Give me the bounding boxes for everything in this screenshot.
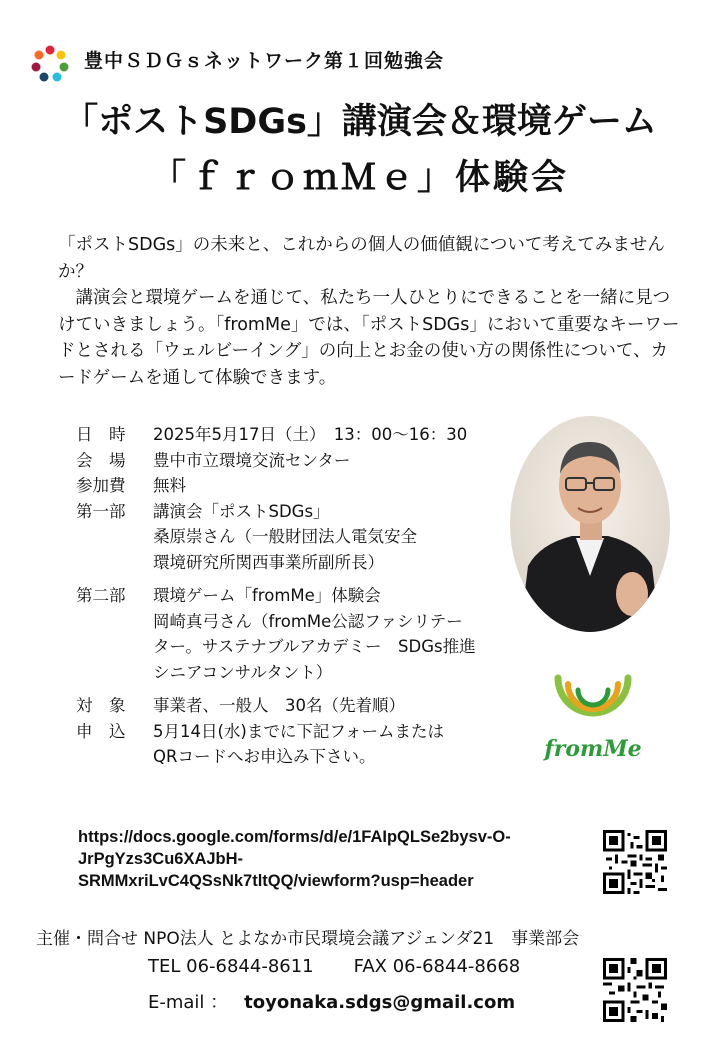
fromme-rings-icon: [538, 660, 648, 766]
intro-paragraph-2: 講演会と環境ゲームを通じて、私たち一人ひとりにできることを一緒に見つけていきましょう。「fromMe」では、「ポストSDGs」において重要なキーワードとされる「ウェルビーイング」の向上とお金の使い方の関係性について、カードゲームを通して体験できます。: [58, 288, 680, 388]
qr-code-icon[interactable]: [603, 830, 667, 894]
venue-label: 会 場: [76, 450, 126, 470]
event-details: [76, 422, 526, 770]
form-url-line[interactable]: JrPgYzs3Cu6XAJbH-: [78, 850, 244, 868]
part2-line: 環境ゲーム「fromMe」体験会: [153, 586, 381, 605]
intro-paragraph-1: 「ポストSDGs」の未来と、これからの個人の価値観について考えてみませんか？: [58, 235, 665, 282]
apply-label: 申 込: [76, 721, 126, 741]
date-value: 2025年5月17日（土） 13：00～16：30: [153, 425, 468, 444]
intro-text: [58, 232, 680, 391]
part2-label: 第二部: [76, 586, 126, 605]
apply-line: 5月14日(水)までに下記フォームまたは: [153, 721, 445, 741]
fee-label: 参加費: [76, 476, 126, 495]
fax-text: FAX 06-6844-8668: [353, 956, 521, 977]
part1-line: 講演会「ポストSDGs」: [153, 501, 330, 521]
qr-code-icon[interactable]: [603, 958, 667, 1022]
email-line: [148, 988, 515, 1014]
email-label: E-mail ：: [148, 992, 229, 1013]
target-value: 事業者、一般人 30名（先着順）: [153, 696, 405, 715]
organizer-text: 主催・問合せ NPO法人 とよなか市民環境会議アジェンダ21 事業部会: [36, 929, 580, 949]
email-link[interactable]: toyonaka.sdgs@gmail.com: [244, 992, 516, 1013]
target-row: [76, 693, 526, 719]
fromme-logo: [538, 660, 648, 766]
form-url-line[interactable]: SRMMxriLvC4QSsNk7tltQQ/viewform?usp=header: [78, 872, 474, 890]
date-row: [76, 422, 526, 448]
form-url-line[interactable]: https://docs.google.com/forms/d/e/1FAIpQLSe2bysv-O-: [78, 828, 511, 846]
tel-text: TEL 06-6844-8611: [148, 956, 314, 977]
phone-fax: [148, 956, 520, 977]
part2-line: 岡崎真弓さん（fromMe公認ファシリテー: [153, 611, 463, 631]
part2-line: シニアコンサルタント）: [153, 662, 333, 682]
part1-label: 第一部: [76, 501, 126, 521]
part2-line: ター。サステナブルアカデミー SDGs推進: [153, 637, 476, 656]
part1-line: 環境研究所関西事業所副所長）: [153, 552, 384, 572]
target-label: 対 象: [76, 696, 126, 715]
venue-row: [76, 448, 526, 474]
fee-value: 無料: [153, 476, 186, 495]
venue-value: 豊中市立環境交流センター: [153, 450, 351, 470]
part2-row: [76, 583, 526, 685]
part1-row: [76, 499, 526, 576]
apply-row: [76, 719, 526, 770]
form-url[interactable]: [78, 826, 588, 892]
org-title: 豊中ＳＤＧｓネットワーク第１回勉強会: [84, 50, 445, 72]
speaker-photo: [510, 416, 670, 632]
page-title-line2: 「ｆｒｏｍＭｅ」体験会: [150, 158, 569, 198]
date-label: 日 時: [76, 425, 126, 444]
sdgs-network-logo: [30, 44, 70, 84]
page-title-line1: 「ポストSDGs」講演会＆環境ゲーム: [63, 102, 657, 142]
fee-row: [76, 473, 526, 499]
apply-line: QRコードへお申込み下さい。: [153, 747, 376, 766]
fromme-logo-text: fromMe: [544, 736, 642, 762]
part1-line: 桑原崇さん（一般財団法人電気安全: [153, 527, 417, 546]
